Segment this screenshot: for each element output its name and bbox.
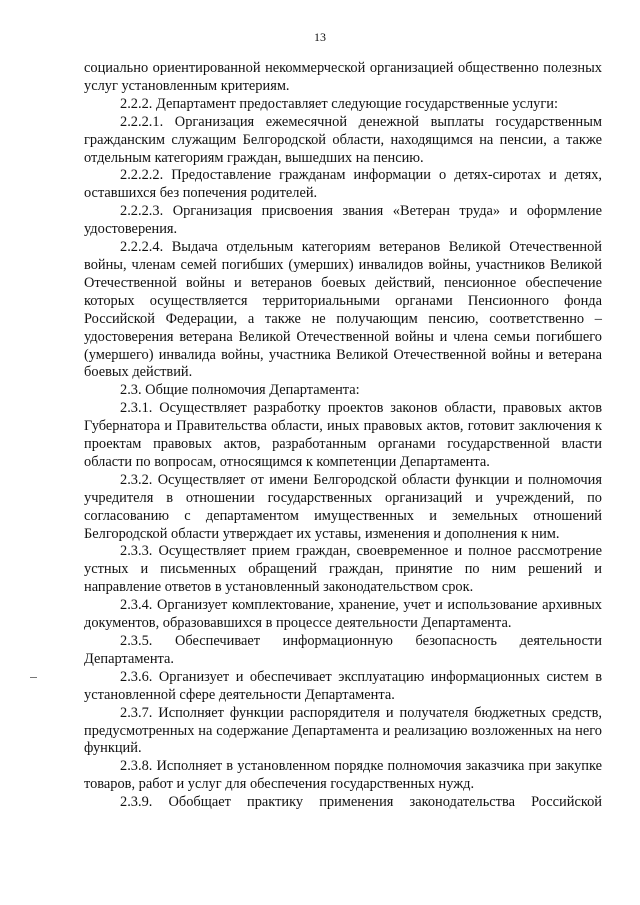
- paragraph: 2.3. Общие полномочия Департамента:: [120, 382, 360, 399]
- paragraph: 2.3.5. Обеспечивает информационную безопасность деятельности Департамента.: [84, 633, 602, 667]
- paragraph: 2.3.1. Осуществляет разработку проектов законов области, правовых актов Губернатора и Правительства области, иных правовых актов, готовит заключения к проектам правовых актов, разработанным органами государственной власти области по вопросам, относящимся к компетенции Департамента.: [84, 400, 602, 470]
- document-body: [84, 60, 602, 812]
- scan-artifact: [30, 677, 37, 678]
- paragraph: 2.3.9. Обобщает практику применения законодательства Российской: [120, 794, 602, 811]
- paragraph: 2.3.3. Осуществляет прием граждан, своевременное и полное рассмотрение устных и письменных обращений граждан, принятие по ним решений и направление ответов в установленный законодательством срок.: [84, 543, 602, 596]
- paragraph: 2.3.2. Осуществляет от имени Белгородской области функции и полномочия учредителя в отношении государственных организаций и учреждений, по согласованию с департаментом имущественных и земельных отношений Белгородской области утверждает их уставы, изменения и дополнения к ним.: [84, 471, 602, 542]
- paragraph: социально ориентированной некоммерческой организацией общественно полезных услуг установленным критериям.: [84, 60, 602, 94]
- paragraph: 2.2.2.3. Организация присвоения звания «Ветеран труда» и оформление удостоверения.: [84, 203, 602, 238]
- paragraph: 2.3.4. Организует комплектование, хранение, учет и использование архивных документов, образовавшихся в процессе деятельности Департамента.: [84, 597, 602, 632]
- paragraph: 2.2.2.4. Выдача отдельным категориям ветеранов Великой Отечественной войны, членам семей погибших (умерших) инвалидов войны, участников Великой Отечественной войны и ветеранов боевых действий, пенсионное обеспечение которых осуществляется территориальными органами Пенсионного фонда Российской Федерации, а также не получающим пенсию, соответственно – удостоверения ветерана Великой Отечественной войны и члена семьи погибшего (умершего) инвалида войны, участника Великой Отечественной войны и ветерана боевых действий.: [84, 239, 602, 381]
- paragraph: 2.3.7. Исполняет функции распорядителя и получателя бюджетных средств, предусмотренных на содержание Департамента и реализацию возложенных на него функций.: [84, 704, 602, 757]
- paragraph: 2.2.2.2. Предоставление гражданам информации о детях-сиротах и детях, оставшихся без попечения родителей.: [84, 167, 602, 202]
- paragraph: 2.2.2. Департамент предоставляет следующие государственные услуги:: [120, 95, 558, 112]
- paragraph: 2.3.6. Организует и обеспечивает эксплуатацию информационных систем в установленной сфере деятельности Департамента.: [84, 668, 602, 703]
- paragraph: 2.3.8. Исполняет в установленном порядке полномочия заказчика при закупке товаров, работ и услуг для обеспечения государственных нужд.: [84, 758, 602, 793]
- page-number: 13: [314, 30, 326, 44]
- paragraph: 2.2.2.1. Организация ежемесячной денежной выплаты государственным гражданским служащим Белгородской области, находящимся на пенсии, а также отдельным категориям граждан, вышедших на пенсию.: [84, 113, 602, 166]
